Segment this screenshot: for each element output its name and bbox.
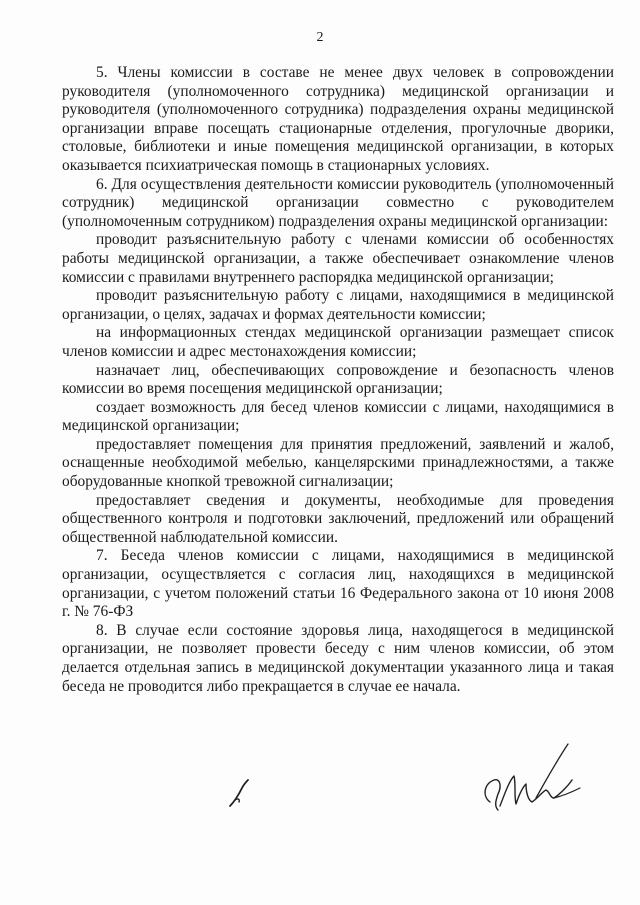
paragraph-6: 6. Для осуществления деятельности комиссии руководитель (уполномоченный сотрудник) медицинской организации совместно с руководителем (уполномоченным сотрудником) подразделения охраны медицинской организации: — [62, 175, 614, 230]
paragraph-8: 8. В случае если состояние здоровья лица, находящегося в медицинской организации, не позволяет провести беседу с ним членов комиссии, об этом делается отдельная запись в медицинской документации указанного лица и такая беседа не проводится либо прекращается в случае ее начала. — [62, 621, 614, 695]
handwritten-signature-icon — [476, 740, 586, 820]
paragraph-6-item-5: создает возможность для бесед членов комиссии с лицами, находящимися в медицинской организации; — [62, 398, 614, 435]
paragraph-6-item-3: на информационных стендах медицинской организации размещает список членов комиссии и адрес местонахождения комиссии; — [62, 324, 614, 360]
paragraph-6-item-6: предоставляет помещения для принятия предложений, заявлений и жалоб, оснащенные необходимой мебелью, канцелярскими принадлежностями, а также оборудованные кнопкой тревожной сигнализации; — [62, 435, 614, 491]
paragraph-6-item-4: назначает лиц, обеспечивающих сопровождение и безопасность членов комиссии во время посещения медицинской организации; — [62, 361, 614, 398]
paragraph-5: 5. Члены комиссии в составе не менее двух человек в сопровождении руководителя (уполномоченного сотрудника) медицинской организации и руководителя (уполномоченного сотрудника) подразделения охраны медицинской организации вправе посещать стационарные отделения, прогулочные дворики, столовые, библиотеки и иные помещения медицинской организации, в которых оказывается психиатрическая помощь в стационарных условиях. — [62, 64, 614, 174]
paragraph-6-item-1: проводит разъяснительную работу с членами комиссии об особенностях работы медицинской организации, а также обеспечивает ознакомление членов комиссии с правилами внутреннего распорядка медицинской организации; — [62, 231, 614, 286]
paragraph-6-item-2: проводит разъяснительную работу с лицами, находящимися в медицинской организации, о целях, задачах и формах деятельности комиссии; — [62, 287, 614, 323]
page-number: 2 — [316, 30, 324, 45]
paragraph-6-item-7: предоставляет сведения и документы, необходимые для проведения общественного контроля и подготовки заключений, предложений или обращений общественной наблюдательной комиссии. — [62, 491, 614, 546]
document-body — [62, 64, 614, 696]
initial-mark-icon — [226, 776, 260, 810]
paragraph-7: 7. Беседа членов комиссии с лицами, находящимися в медицинской организации, осуществляется с согласия лиц, находящихся в медицинской организации, с учетом положений статьи 16 Федерального закона от 10 июня 2008 г. № 76-ФЗ — [62, 547, 614, 621]
